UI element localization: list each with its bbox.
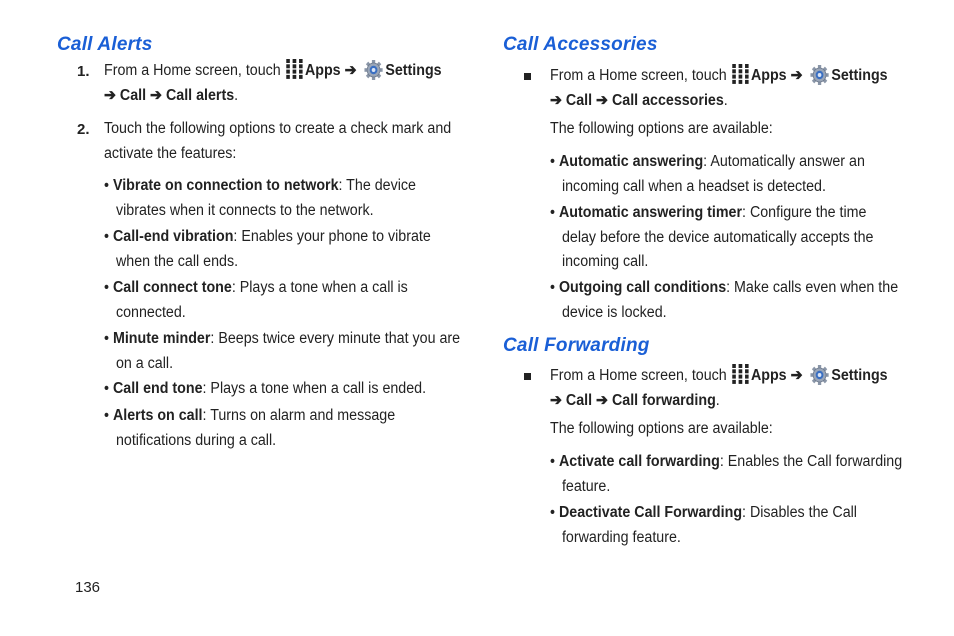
option-desc: incoming call when a headset is detected. — [561, 177, 826, 195]
option-desc: device is locked. — [561, 303, 667, 321]
call-alerts-heading: Call Alerts — [57, 34, 153, 55]
option-desc: : Beeps twice every minute that you are — [210, 330, 461, 347]
option-term: Call connect tone — [112, 279, 232, 296]
call-alerts-step2 — [104, 117, 472, 166]
square-bullet-icon — [524, 73, 531, 80]
option-desc: : Automatically answer an — [703, 153, 865, 170]
option-desc: feature. — [561, 477, 611, 495]
bullet-item — [104, 327, 472, 376]
option-term: Alerts on call — [112, 407, 203, 424]
settings-gear-icon — [810, 365, 828, 385]
step-text: activate the features: — [104, 144, 237, 162]
option-desc: on a call. — [115, 354, 174, 372]
option-term: Minute minder — [112, 330, 211, 347]
option-desc: delay before the device automatically accepts the — [561, 228, 874, 246]
options-intro: The following options are available: — [550, 420, 773, 437]
step-number: 1. — [77, 63, 90, 80]
settings-gear-icon — [364, 60, 382, 80]
call-label: Call — [565, 91, 593, 109]
settings-label: Settings — [385, 62, 442, 79]
settings-gear-icon — [810, 65, 828, 85]
option-desc: when the call ends. — [115, 252, 239, 270]
arrow-icon: ➔ — [150, 86, 163, 104]
arrow-icon: ➔ — [104, 86, 116, 104]
bullet-icon: • — [104, 380, 110, 397]
option-desc: forwarding feature. — [561, 528, 681, 546]
arrow-icon: ➔ — [344, 62, 357, 79]
bullet-item — [550, 276, 918, 325]
bullet-item — [104, 276, 472, 325]
option-desc: connected. — [115, 303, 186, 321]
period: . — [715, 391, 720, 409]
apps-grid-icon — [733, 64, 750, 84]
period: . — [723, 91, 728, 109]
apps-grid-icon — [287, 59, 304, 79]
call-label: Call — [565, 391, 593, 409]
bullet-item — [104, 377, 472, 402]
arrow-icon: ➔ — [790, 367, 803, 384]
step-text: From a Home screen, touch — [550, 367, 727, 384]
bullet-icon: • — [104, 407, 110, 424]
settings-label: Settings — [831, 367, 888, 384]
option-desc: notifications during a call. — [115, 431, 277, 449]
bullet-icon: • — [104, 228, 110, 245]
step-text: From a Home screen, touch — [550, 67, 727, 84]
arrow-icon: ➔ — [596, 91, 609, 109]
apps-label: Apps — [750, 67, 787, 84]
bullet-icon: • — [104, 330, 110, 347]
bullet-item — [104, 225, 472, 274]
bullet-icon: • — [104, 279, 110, 296]
option-desc: : Disables the Call — [742, 504, 857, 521]
arrow-icon: ➔ — [550, 91, 562, 109]
apps-label: Apps — [304, 62, 341, 79]
bullet-item — [550, 150, 918, 199]
bullet-icon: • — [550, 453, 556, 470]
call-forwarding-label: Call forwarding — [611, 391, 716, 409]
bullet-item — [550, 201, 918, 275]
bullet-icon: • — [550, 504, 556, 521]
option-desc: incoming call. — [561, 253, 649, 270]
square-bullet-icon — [524, 373, 531, 380]
option-desc: : Turns on alarm and message — [202, 407, 396, 424]
apps-label: Apps — [750, 367, 787, 384]
step-text: From a Home screen, touch — [104, 62, 281, 79]
call-forwarding-heading: Call Forwarding — [503, 335, 650, 356]
option-term: Call end tone — [112, 380, 203, 397]
period: . — [234, 86, 239, 104]
call-alerts-label: Call alerts — [165, 86, 235, 104]
options-intro: The following options are available: — [550, 120, 773, 137]
option-term: Automatic answering — [558, 153, 704, 170]
call-accessories-heading: Call Accessories — [503, 34, 658, 55]
call-alerts-step1 — [104, 59, 472, 108]
call-accessories-label: Call accessories — [611, 91, 724, 109]
call-accessories-step — [550, 64, 918, 113]
option-term: Deactivate Call Forwarding — [558, 504, 743, 521]
option-term: Call-end vibration — [112, 228, 234, 245]
call-forwarding-step — [550, 364, 918, 413]
bullet-icon: • — [550, 204, 556, 221]
step-text: Touch the following options to create a check mark and — [104, 120, 452, 137]
option-term: Outgoing call conditions — [558, 279, 727, 296]
bullet-icon: • — [104, 177, 110, 194]
apps-grid-icon — [733, 364, 750, 384]
call-label: Call — [119, 86, 147, 104]
bullet-icon: • — [550, 279, 556, 296]
option-desc: : Make calls even when the — [726, 279, 899, 296]
option-desc: vibrates when it connects to the network. — [115, 201, 374, 219]
option-desc: : Enables your phone to vibrate — [233, 228, 431, 245]
option-term: Activate call forwarding — [558, 453, 720, 470]
arrow-icon: ➔ — [550, 391, 562, 409]
option-term: Automatic answering timer — [558, 204, 743, 221]
page-number: 136 — [75, 579, 101, 596]
option-desc: : Plays a tone when a call is — [231, 279, 408, 296]
option-desc: : Enables the Call forwarding — [719, 453, 903, 470]
arrow-icon: ➔ — [790, 67, 803, 84]
bullet-item — [104, 174, 472, 223]
step-number: 2. — [77, 121, 90, 138]
bullet-item — [104, 404, 472, 453]
option-desc: : Configure the time — [742, 204, 867, 221]
arrow-icon: ➔ — [596, 391, 609, 409]
option-term: Vibrate on connection to network — [112, 177, 339, 194]
bullet-item — [550, 501, 918, 550]
option-desc: : Plays a tone when a call is ended. — [202, 380, 427, 397]
option-desc: : The device — [338, 177, 416, 194]
bullet-icon: • — [550, 153, 556, 170]
bullet-item — [550, 450, 918, 499]
settings-label: Settings — [831, 67, 888, 84]
